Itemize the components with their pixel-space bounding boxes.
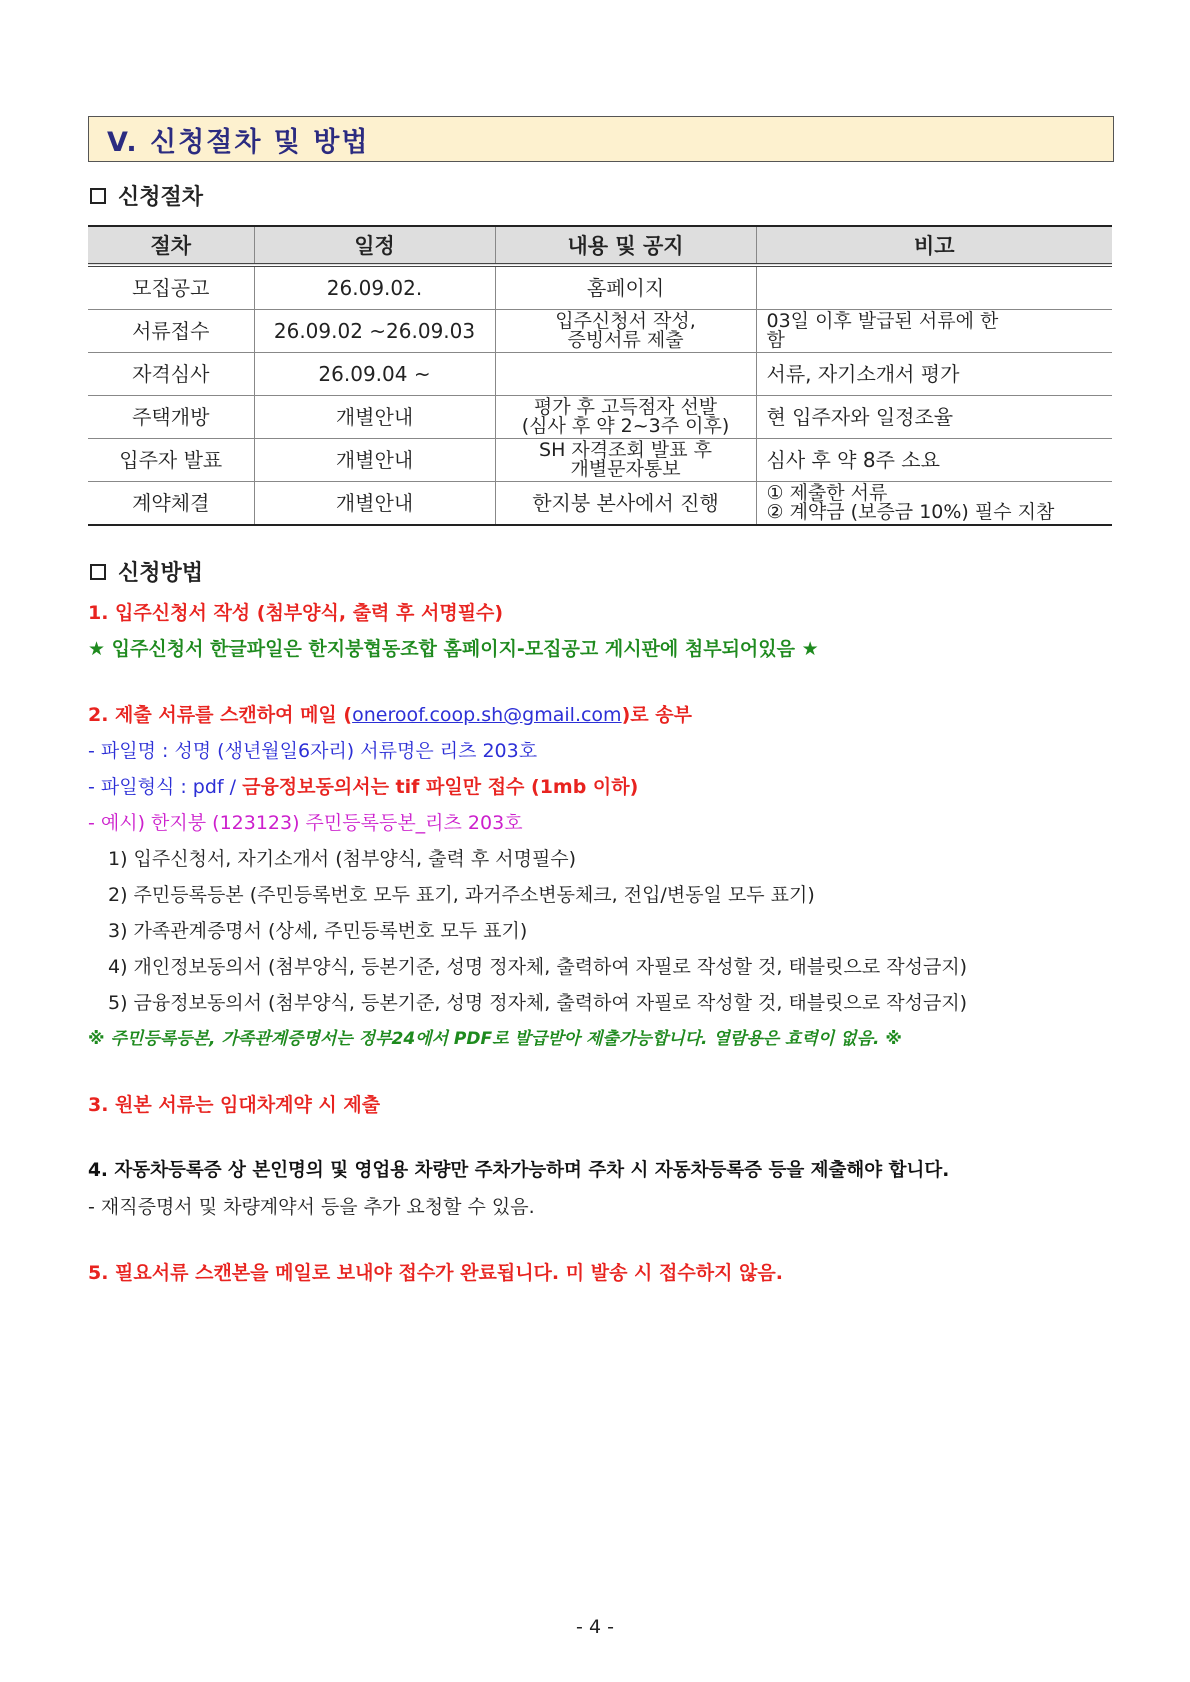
note-line: 함 bbox=[766, 329, 785, 351]
content-cell bbox=[495, 310, 756, 353]
table-header-row bbox=[88, 226, 1112, 265]
filetype-prefix: - 파일형식 : pdf / bbox=[88, 776, 243, 798]
table-row bbox=[88, 396, 1112, 439]
method-item-5: 5. 필요서류 스캔본을 메일로 보내야 접수가 완료됩니다. 미 발송 시 접수하지 않음. bbox=[88, 1262, 783, 1284]
table-row bbox=[88, 265, 1112, 310]
column-header: 일정 bbox=[254, 226, 495, 265]
content-cell bbox=[495, 265, 756, 310]
filename-example: - 예시) 한지붕 (123123) 주민등록등본_리츠 203호 bbox=[88, 812, 523, 834]
section-title: V. 신청절차 및 방법 bbox=[107, 126, 370, 158]
item2-prefix: 2. 제출 서류를 스캔하여 메일 ( bbox=[88, 704, 353, 726]
filetype-rule bbox=[88, 769, 1114, 805]
schedule-cell: 개별안내 bbox=[254, 396, 495, 439]
content-cell bbox=[495, 439, 756, 482]
schedule-cell: 26.09.04 ~ bbox=[254, 353, 495, 396]
procedure-heading bbox=[88, 180, 1114, 211]
note-line: ② 계약금 (보증금 10%) 필수 지참 bbox=[766, 501, 1055, 523]
column-header: 내용 및 공지 bbox=[495, 226, 756, 265]
filename-rule: - 파일명 : 성명 (생년월일6자리) 서류명은 리츠 203호 bbox=[88, 740, 538, 762]
doc-item: 2) 주민등록등본 (주민등록번호 모두 표기, 과거주소변동체크, 전입/변동일 모두 표기) bbox=[108, 884, 815, 906]
note-cell bbox=[756, 482, 1112, 526]
method-heading bbox=[88, 556, 1114, 587]
content-cell: 한지붕 본사에서 진행 bbox=[495, 482, 756, 526]
content-line: SH 자격조회 발표 후 bbox=[539, 439, 712, 461]
content-line: 평가 후 고득점자 선발 bbox=[533, 396, 718, 418]
content-line: 개별문자통보 bbox=[570, 458, 681, 480]
item2-suffix: )로 송부 bbox=[621, 704, 692, 726]
star-note: ★ 입주신청서 한글파일은 한지붕협동조합 홈페이지-모집공고 게시판에 첨부되어있음 ★ bbox=[88, 638, 819, 660]
schedule-cell: 개별안내 bbox=[254, 439, 495, 482]
schedule-cell: 26.09.02. bbox=[254, 265, 495, 310]
filetype-warning: 금융정보동의서는 tif 파일만 접수 (1mb 이하) bbox=[242, 776, 639, 798]
email-link[interactable]: oneroof.coop.sh@gmail.com bbox=[352, 704, 622, 726]
table-row bbox=[88, 439, 1112, 482]
note-cell: 현 입주자와 일정조율 bbox=[756, 396, 1112, 439]
procedure-table bbox=[88, 225, 1112, 526]
content-cell bbox=[495, 396, 756, 439]
note-cell: 심사 후 약 8주 소요 bbox=[756, 439, 1112, 482]
content-line: 홈페이지 bbox=[586, 276, 665, 300]
doc-item: 4) 개인정보동의서 (첨부양식, 등본기준, 성명 정자체, 출력하여 자필로 작성할 것, 태블릿으로 작성금지) bbox=[108, 956, 968, 978]
content-line: (심사 후 약 2~3주 이후) bbox=[521, 415, 730, 437]
note-cell: 서류, 자기소개서 평가 bbox=[756, 353, 1112, 396]
document-page bbox=[88, 116, 1114, 1291]
step-cell: 모집공고 bbox=[88, 265, 254, 310]
content-line: 증빙서류 제출 bbox=[567, 329, 684, 351]
method-body bbox=[88, 595, 1114, 1291]
column-header: 절차 bbox=[88, 226, 254, 265]
content-cell bbox=[495, 353, 756, 396]
method-heading-label: 신청방법 bbox=[118, 561, 204, 586]
note-line: ① 제출한 서류 bbox=[766, 482, 888, 504]
procedure-heading-label: 신청절차 bbox=[118, 185, 204, 210]
method-item-1: 1. 입주신청서 작성 (첨부양식, 출력 후 서명필수) bbox=[88, 602, 504, 624]
checkbox-icon bbox=[90, 188, 106, 204]
step-cell: 자격심사 bbox=[88, 353, 254, 396]
checkbox-icon bbox=[90, 564, 106, 580]
section-header bbox=[88, 116, 1114, 162]
content-line: 입주신청서 작성, bbox=[555, 310, 696, 332]
gov24-note: ※ 주민등록등본, 가족관계증명서는 정부24에서 PDF로 발급받아 제출가능합니다. 열람용은 효력이 없음. ※ bbox=[88, 1029, 902, 1049]
note-cell bbox=[756, 265, 1112, 310]
schedule-cell: 개별안내 bbox=[254, 482, 495, 526]
doc-item: 1) 입주신청서, 자기소개서 (첨부양식, 출력 후 서명필수) bbox=[108, 848, 577, 870]
column-header: 비고 bbox=[756, 226, 1112, 265]
method-item-4-sub: - 재직증명서 및 차량계약서 등을 추가 요청할 수 있음. bbox=[88, 1196, 535, 1218]
table-row bbox=[88, 353, 1112, 396]
note-line: 03일 이후 발급된 서류에 한 bbox=[766, 310, 999, 332]
method-item-4: 4. 자동차등록증 상 본인명의 및 영업용 차량만 주차가능하며 주차 시 자동차등록증 등을 제출해야 합니다. bbox=[88, 1160, 950, 1181]
step-cell: 서류접수 bbox=[88, 310, 254, 353]
step-cell: 주택개방 bbox=[88, 396, 254, 439]
doc-item: 5) 금융정보동의서 (첨부양식, 등본기준, 성명 정자체, 출력하여 자필로 작성할 것, 태블릿으로 작성금지) bbox=[108, 992, 968, 1014]
note-cell bbox=[756, 310, 1112, 353]
page-number: - 4 - bbox=[576, 1616, 614, 1638]
table-row bbox=[88, 310, 1112, 353]
method-item-2 bbox=[88, 697, 1114, 733]
schedule-cell: 26.09.02 ~26.09.03 bbox=[254, 310, 495, 353]
step-cell: 계약체결 bbox=[88, 482, 254, 526]
doc-item: 3) 가족관계증명서 (상세, 주민등록번호 모두 표기) bbox=[108, 920, 528, 942]
method-item-3: 3. 원본 서류는 임대차계약 시 제출 bbox=[88, 1094, 381, 1116]
table-row bbox=[88, 482, 1112, 526]
step-cell: 입주자 발표 bbox=[88, 439, 254, 482]
